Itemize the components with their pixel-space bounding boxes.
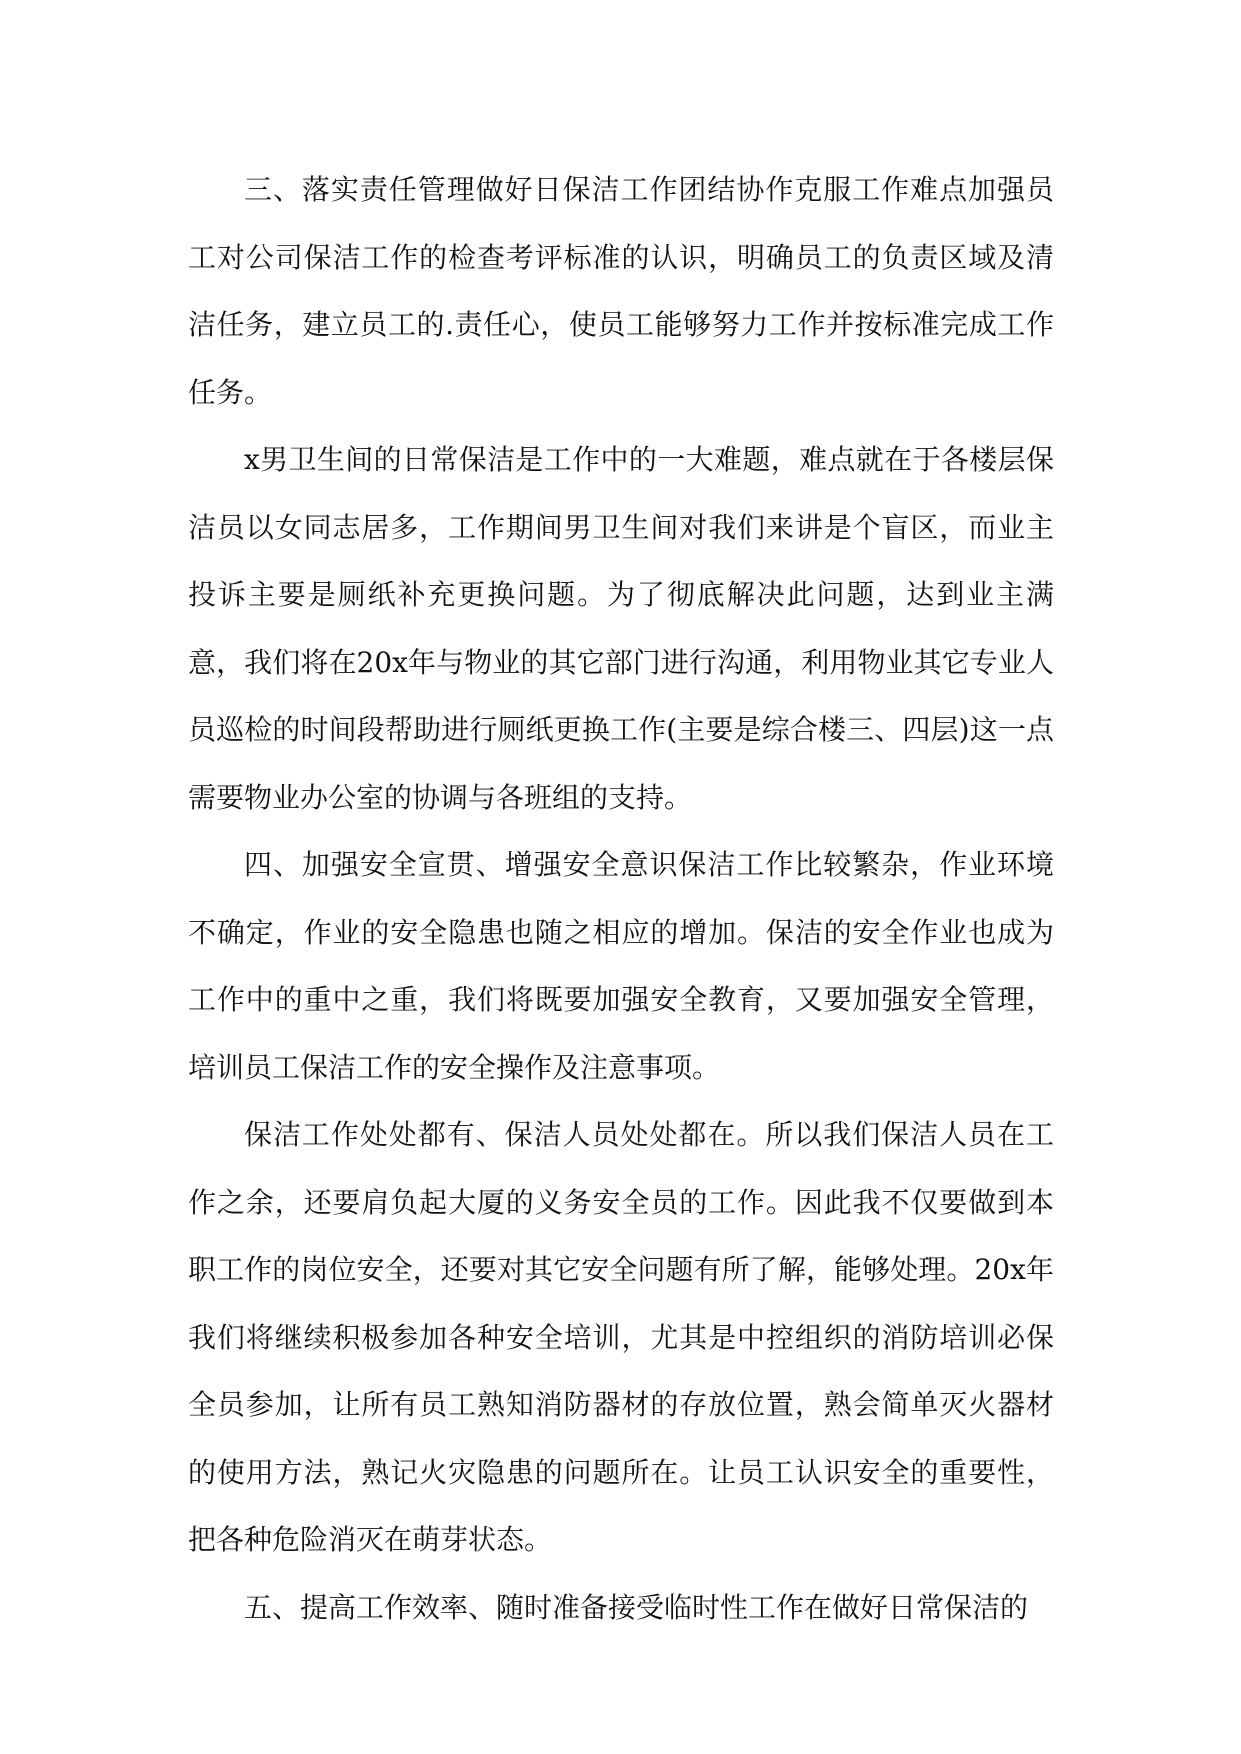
paragraph-efficiency: 五、提高工作效率、随时准备接受临时性工作在做好日常保洁的 bbox=[244, 1590, 1029, 1624]
paragraph-safety: 四、加强安全宣贯、增强安全意识保洁工作比较繁杂，作业环境不确定，作业的安全隐患也随之相应的增加。保洁的安全作业也成为工作中的重中之重，我们将既要加强安全教育，又要加强安全管理，培训员工保洁工作的安全操作及注意事项。 bbox=[188, 848, 1054, 1084]
paragraph-responsibility: 三、落实责任管理做好日保洁工作团结协作克服工作难点加强员工对公司保洁工作的检查考评标准的认识，明确员工的负责区域及清洁任务，建立员工的.责任心，使员工能够努力工作并按标准完成工作任务。 bbox=[188, 173, 1054, 409]
paragraph-safety-officer: 保洁工作处处都有、保洁人员处处都在。所以我们保洁人员在工作之余，还要肩负起大厦的义务安全员的工作。因此我不仅要做到本职工作的岗位安全，还要对其它安全问题有所了解，能够处理。20x年我们将继续积极参加各种安全培训，尤其是中控组织的消防培训必保全员参加，让所有员工熟知消防器材的存放位置，熟会简单灭火器材的使用方法，熟记火灾隐患的问题所在。让员工认识安全的重要性，把各种危险消灭在萌芽状态。 bbox=[188, 1118, 1054, 1556]
document-body bbox=[188, 156, 1054, 1641]
paragraph-mens-restroom: x男卫生间的日常保洁是工作中的一大难题，难点就在于各楼层保洁员以女同志居多，工作期间男卫生间对我们来讲是个盲区，而业主投诉主要是厕纸补充更换问题。为了彻底解决此问题，达到业主满意，我们将在20x年与物业的其它部门进行沟通，利用物业其它专业人员巡检的时间段帮助进行厕纸更换工作(主要是综合楼三、四层)这一点需要物业办公室的协调与各班组的支持。 bbox=[188, 443, 1054, 814]
